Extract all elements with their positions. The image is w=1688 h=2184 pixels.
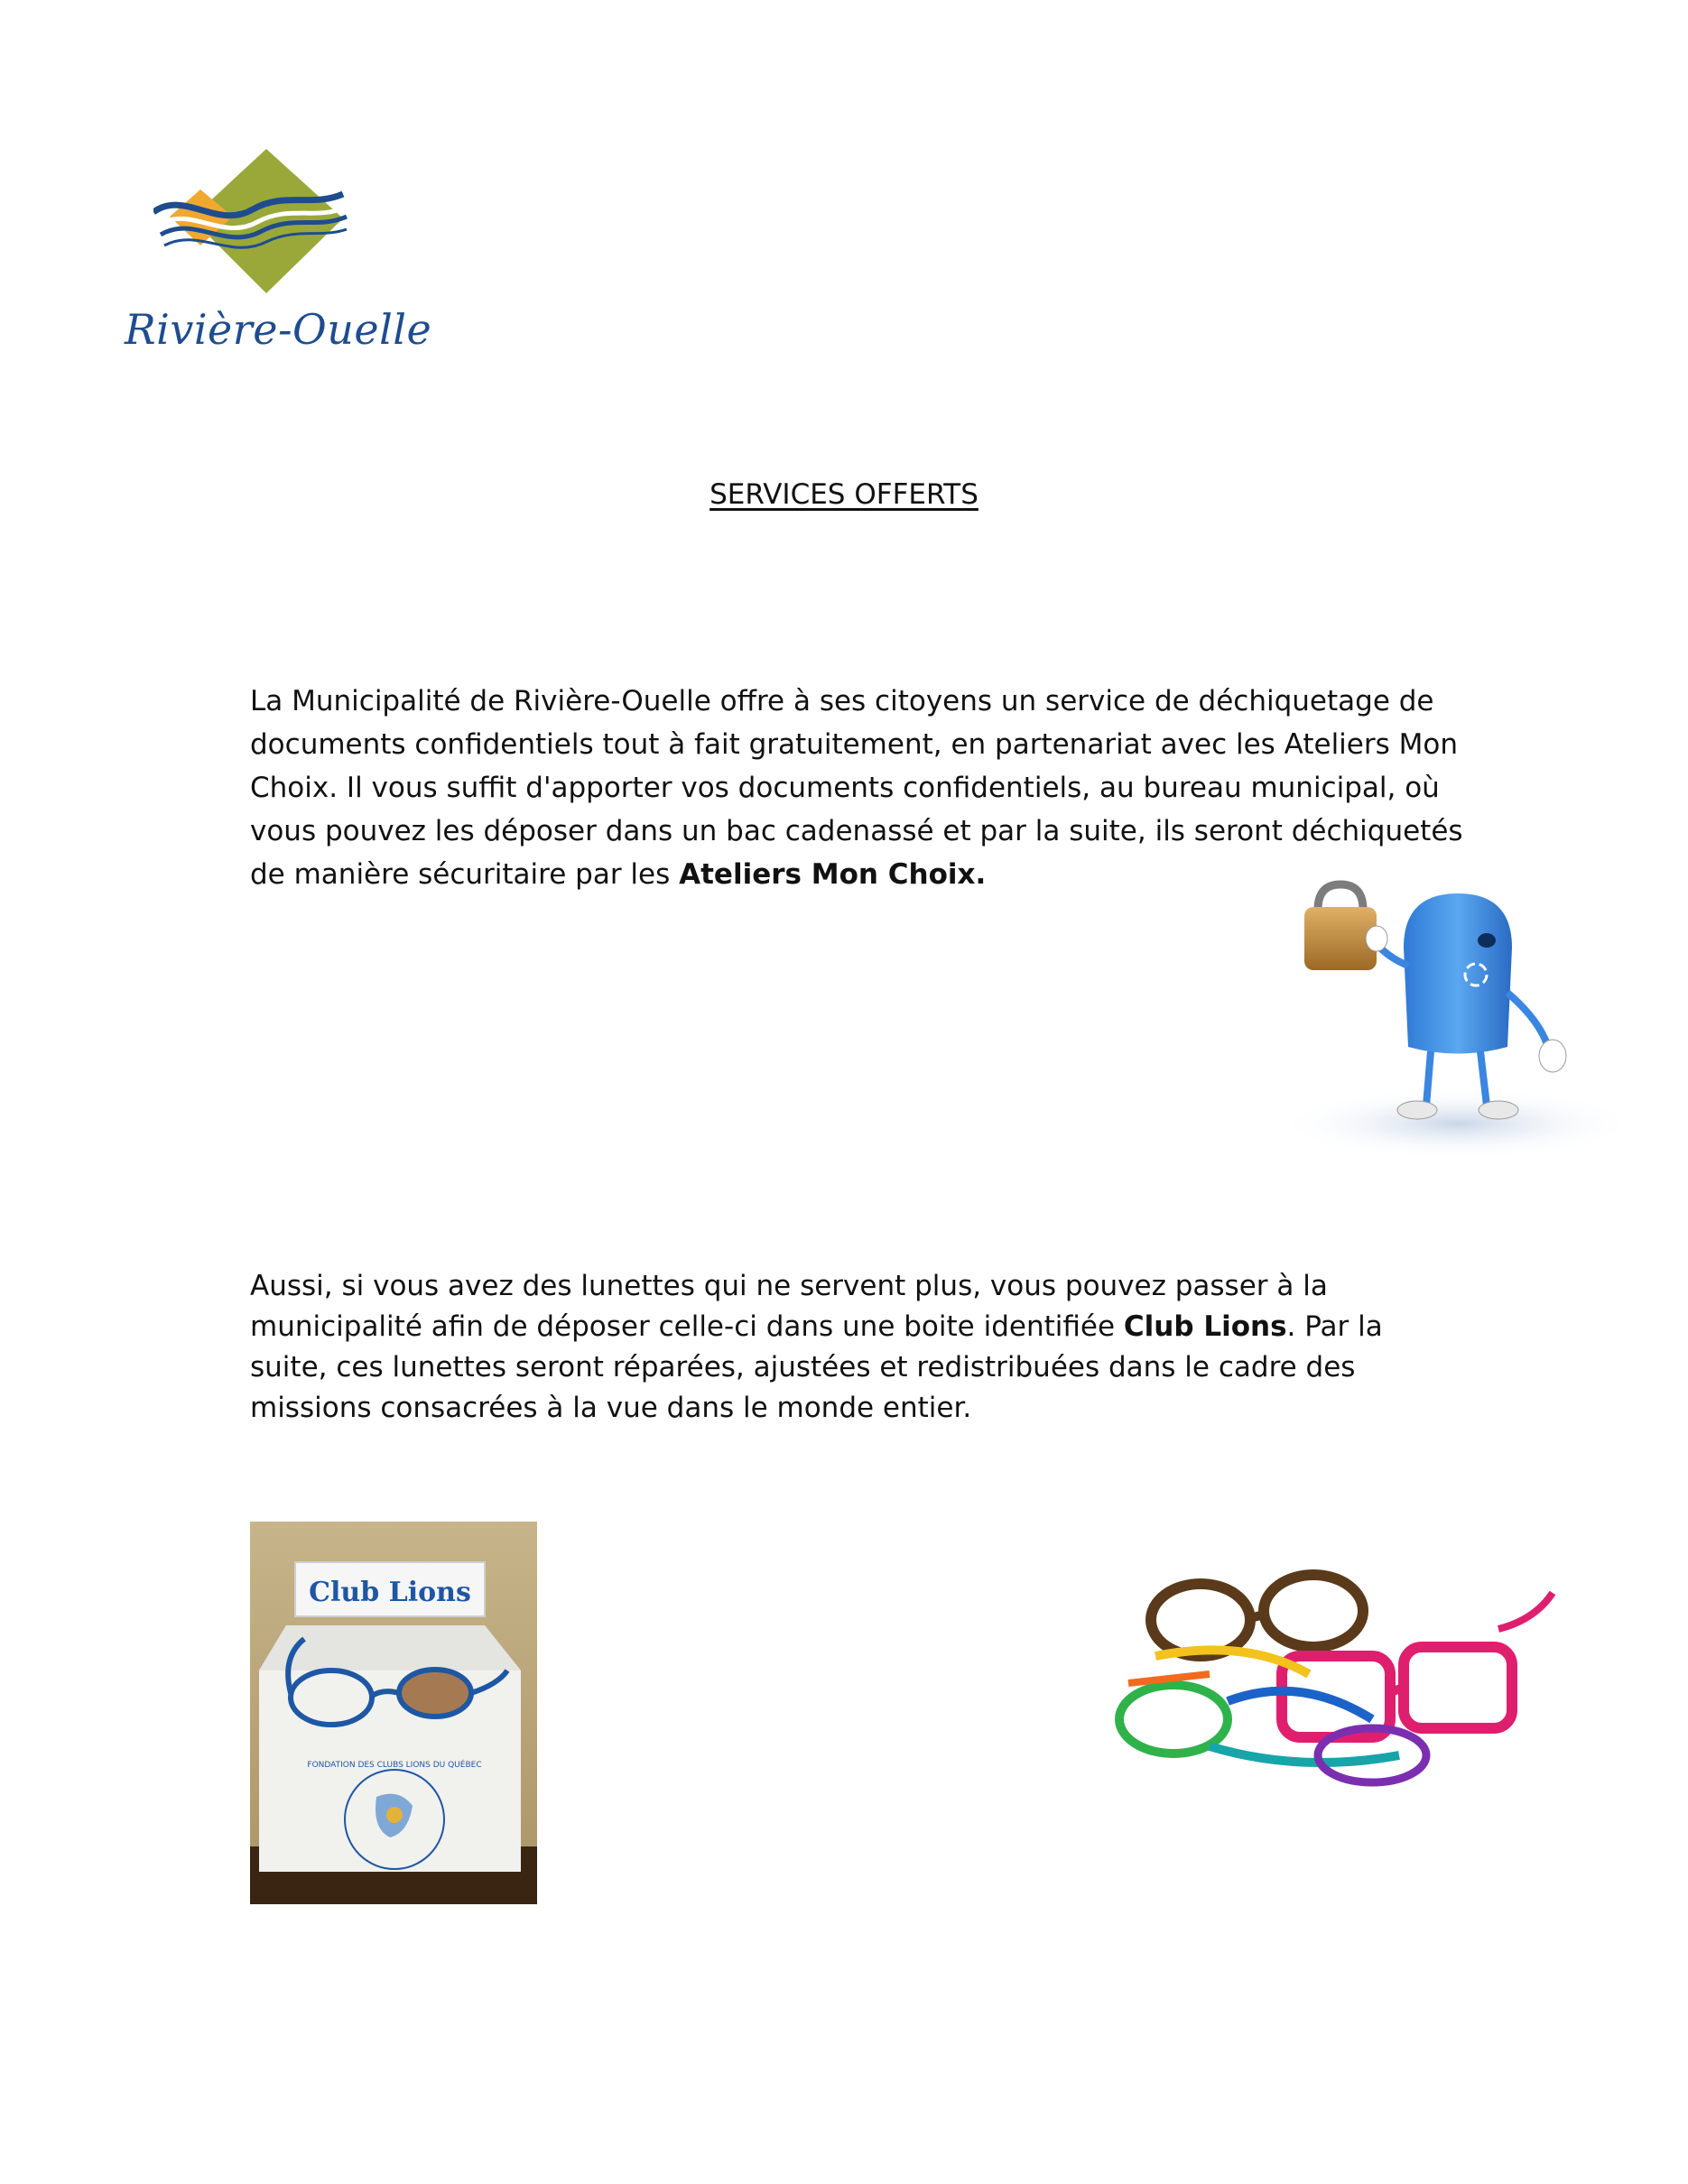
colorful-eyeglasses-icon <box>1101 1539 1571 1828</box>
recycling-bin-lock-icon <box>1250 866 1638 1164</box>
box-seal-text: FONDATION DES CLUBS LIONS DU QUÉBEC <box>307 1761 482 1770</box>
page-title: SERVICES OFFERTS <box>710 478 978 511</box>
lions-box-photo <box>250 1522 537 1904</box>
club-lions-emphasis: Club Lions <box>1123 1310 1287 1343</box>
box-sign-label: Club Lions <box>309 1577 471 1608</box>
paragraph-text-after: . Par la suite, ces lunettes seront réparées, ajustées et redistribuées dans le cadre des missions consacrées à la vue dans le monde entier. <box>250 1310 1383 1424</box>
paragraph-emphasis: Ateliers Mon Choix. <box>679 858 987 891</box>
municipality-logo <box>117 135 432 370</box>
paragraph-text-before: Aussi, si vous avez des lunettes qui ne servent plus, vous pouvez passer à la municipalité afin de déposer celle-ci dans une boite identifiée <box>250 1270 1328 1343</box>
paragraph-shredding-service <box>250 680 1487 896</box>
logo-mark-icon <box>153 144 361 316</box>
logo-wordmark: Rivière-Ouelle <box>125 305 432 354</box>
paragraph-glasses-collection <box>250 1266 1460 1429</box>
paragraph-text: La Municipalité de Rivière-Ouelle offre à ses citoyens un service de déchiquetage de documents confidentiels tout à fait gratuitement, en partenariat avec les Ateliers Mon Choix. Il vous suffit d'apporter vos documents confidentiels, au bureau municipal, où vous pouvez les déposer dans un bac cadenassé et par la suite, ils seront déchiquetés de manière sécuritaire par les <box>250 685 1463 891</box>
